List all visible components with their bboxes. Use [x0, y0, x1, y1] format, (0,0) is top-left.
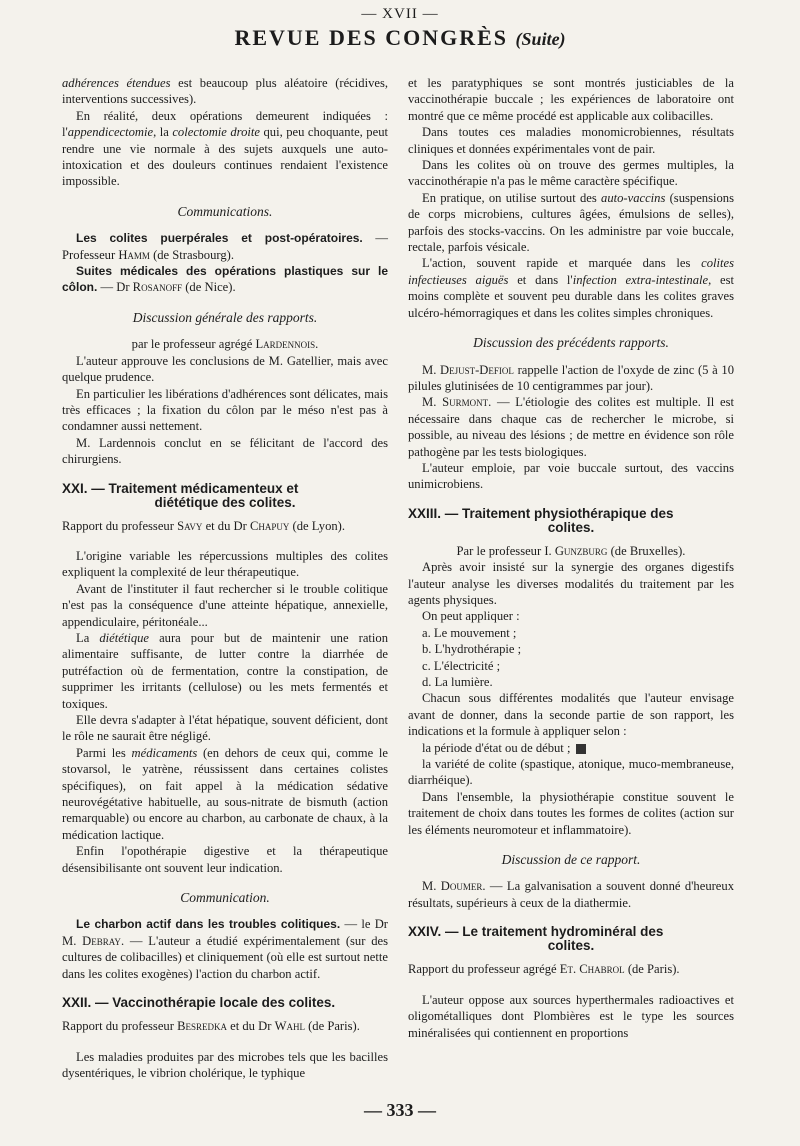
communications-heading: Communications. — [177, 203, 273, 219]
paragraph: M. Surmont. — L'étiologie des colites est multiple. Il est nécessaire dans chaque cas de rechercher le microbe, si possible, au niveau des lésions ; de mettre en évidence son rôle pathogène par les tests biologiques. — [408, 395, 734, 459]
section-heading-xxiii: XXIII. — Traitement physiothérapique des colites. — [408, 505, 674, 535]
paragraph: Parmi les médicaments (en dehors de ceux qui, comme le stovarsol, le yatrène, réussissent dans certaines colistes spécifiques), on fait appel à la médication sédative neurovégétative habituelle, au sous-nitrate de bismuth (action remarquable) ou encore au charbon, au carbonate de chaux, à la médication lactique. — [62, 745, 388, 842]
paragraph: En pratique, on utilise surtout des auto-vaccins (suspensions de corps microbiens, cultures âgées, émulsions de selles), parfois des stocks-vaccins. On les administre par voie buccale, rectale, parfois vésicale. — [408, 190, 734, 255]
section-heading-xxi: XXI. — Traitement médicamenteux et diététique des colites. — [62, 480, 299, 510]
paragraph: L'auteur emploie, par voie buccale surtout, des vaccins unimicrobiens. — [408, 460, 734, 492]
byline: par le professeur agrégé Lardennois. — [131, 337, 319, 352]
paragraph: Elle devra s'adapter à l'état hépatique, souvent déficient, dont le rôle ne saurait être négligé. — [62, 713, 388, 744]
section-heading-xxiv: XXIV. — Le traitement hydrominéral des colites. — [408, 924, 664, 954]
journal-title-text: REVUE DES CONGRÈS — [234, 25, 509, 50]
communication-heading: Communication. — [180, 890, 270, 906]
paragraph: En particulier les libérations d'adhérences sont délicates, mais très efficaces ; la fixation du côlon par le méso n'est pas à condamner aussi nettement. — [62, 386, 388, 434]
paragraph: Enfin l'opothérapie digestive et la thérapeutique désensibilisante ont souvent leur indication. — [62, 844, 388, 875]
paragraph: Les maladies produites par des microbes tels que les bacilles dysentériques, le vibrion cholérique, le typhique — [62, 1049, 388, 1080]
paragraph: L'auteur approuve les conclusions de M. Gatellier, mais avec quelque prudence. — [62, 353, 388, 385]
paragraph: On peut appliquer : — [422, 609, 520, 624]
journal-title — [0, 25, 800, 51]
paragraph: L'action, souvent rapide et marquée dans les colites infectieuses aiguës et dans l'infection extra-intestinale, est moins complète et souvent peu durable dans les colites graves ulcéro-hémorragiques et dans les colites simples chroniques. — [408, 256, 735, 320]
paragraph: L'origine variable les répercussions multiples des colites expliquent la complexité de leur thérapeutique. — [62, 548, 388, 580]
byline: Rapport du professeur agrégé Et. Chabrol (de Paris). — [408, 962, 680, 977]
discussion-heading: Discussion générale des rapports. — [132, 309, 318, 325]
roman-page-number: — XVII — — [361, 6, 439, 22]
paragraph: M. Doumer. — La galvanisation a souvent donné d'heureux résultats, supérieurs à ceux de la diathermie. — [408, 879, 734, 910]
byline: Par le professeur I. Gunzburg (de Bruxelles). — [456, 543, 686, 558]
paragraph: adhérences étendues est beaucoup plus aléatoire (récidives, interventions successives). — [62, 76, 389, 107]
modalities-list — [408, 625, 734, 691]
paragraph: Dans les colites où on trouve des germes multiples, la vaccinothérapie n'a pas le même caractère spécifique. — [408, 158, 734, 189]
paragraph: Chacun sous différentes modalités que l'auteur envisage avant de donner, dans la seconde partie de son rapport, les indications et la formule à appliquer selon : — [408, 691, 734, 739]
paragraph: Dans l'ensemble, la physiothérapie constitue souvent le traitement de choix dans toutes les formes de colites (action sur les éléments neuromoteur et inflammatoire). — [408, 789, 734, 837]
list-item: c. L'électricité ; — [422, 658, 501, 673]
discussion-heading: Discussion de ce rapport. — [501, 852, 641, 868]
list-item: la variété de colite (spastique, atonique, muco-membraneuse, diarrhéique). — [408, 757, 734, 788]
paragraph: M. Lardennois conclut en se félicitant de l'accord des chirurgiens. — [62, 435, 388, 467]
discussion-heading: Discussion des précédents rapports. — [473, 335, 669, 351]
list-item: la période d'état ou de début ; — [408, 740, 734, 756]
paragraph: L'auteur oppose aux sources hyperthermales radioactives et oligométalliques dont Plombières est le type les sources minéralisées qui contiennent en proportions — [408, 992, 734, 1040]
communication-item: Les colites puerpérales et post-opératoires. — Professeur Hamm (de Strasbourg). — [62, 231, 388, 262]
paragraph: Dans toutes ces maladies monomicrobiennes, résultats cliniques et données expérimentales vont de pair. — [408, 125, 734, 156]
page-number: — 333 — — [364, 1100, 436, 1120]
right-column — [408, 75, 734, 1041]
paragraph: Après avoir insisté sur la synergie des organes digestifs l'auteur analyse les diverses modalités du traitement par les agents physiques. — [408, 560, 734, 607]
byline: Rapport du professeur Savy et du Dr Chapuy (de Lyon). — [62, 518, 346, 533]
section-heading-xxii: XXII. — Vaccinothérapie locale des colites. — [62, 995, 336, 1011]
paragraph: et les paratyphiques se sont montrés justiciables de la vaccinothérapie buccale ; les expériences de laboratoire ont montré que ce même procédé est applicable aux colibacilles. — [408, 76, 734, 123]
page-header — [0, 6, 800, 51]
ink-blot-icon — [576, 744, 586, 754]
paragraph: M. Dejust-Defiol rappelle l'action de l'oxyde de zinc (5 à 10 pilules glutinisées de 10 centigrammes par jour). — [408, 362, 734, 393]
communication-item: Le charbon actif dans les troubles colitiques. — le Dr M. Debray. — L'auteur a étudié expérimentalement (sur des cultures de colibacilles) et cliniquement (où elle est surtout nette dans les colites exogènes) l'action du charbon actif. — [62, 917, 388, 981]
left-column — [62, 75, 388, 1081]
list-item: b. L'hydrothérapie ; — [422, 642, 522, 657]
communication-item: Suites médicales des opérations plastiques sur le côlon. — Dr Rosanoff (de Nice). — [62, 264, 388, 295]
paragraph: Avant de l'instituter il faut rechercher si le trouble colitique n'est pas la conséquence d'une atteinte hépatique, annexielle, appendiculaire, péritonéale... — [62, 581, 388, 629]
byline: Rapport du professeur Besredka et du Dr Wahl (de Paris). — [62, 1019, 360, 1034]
list-item: d. La lumière. — [422, 675, 493, 689]
paragraph: La diététique aura pour but de maintenir une ration alimentaire suffisante, de lutter contre la diarrhée de putréfaction où de fermentation, contre la constipation, de supprimer les irritants (cellulose) ou les mets fermentés et toxiques. — [62, 630, 389, 711]
list-item: a. Le mouvement ; — [422, 625, 517, 640]
journal-title-suffix: (Suite) — [515, 29, 566, 49]
paragraph: En réalité, deux opérations demeurent indiquées : l'appendicectomie, la colectomie droite qui, peu choquante, peut rendre une vie normale à des sujets auxquels une auto-intoxication et des douleurs continues rendaient l'existence impossible. — [62, 108, 388, 189]
